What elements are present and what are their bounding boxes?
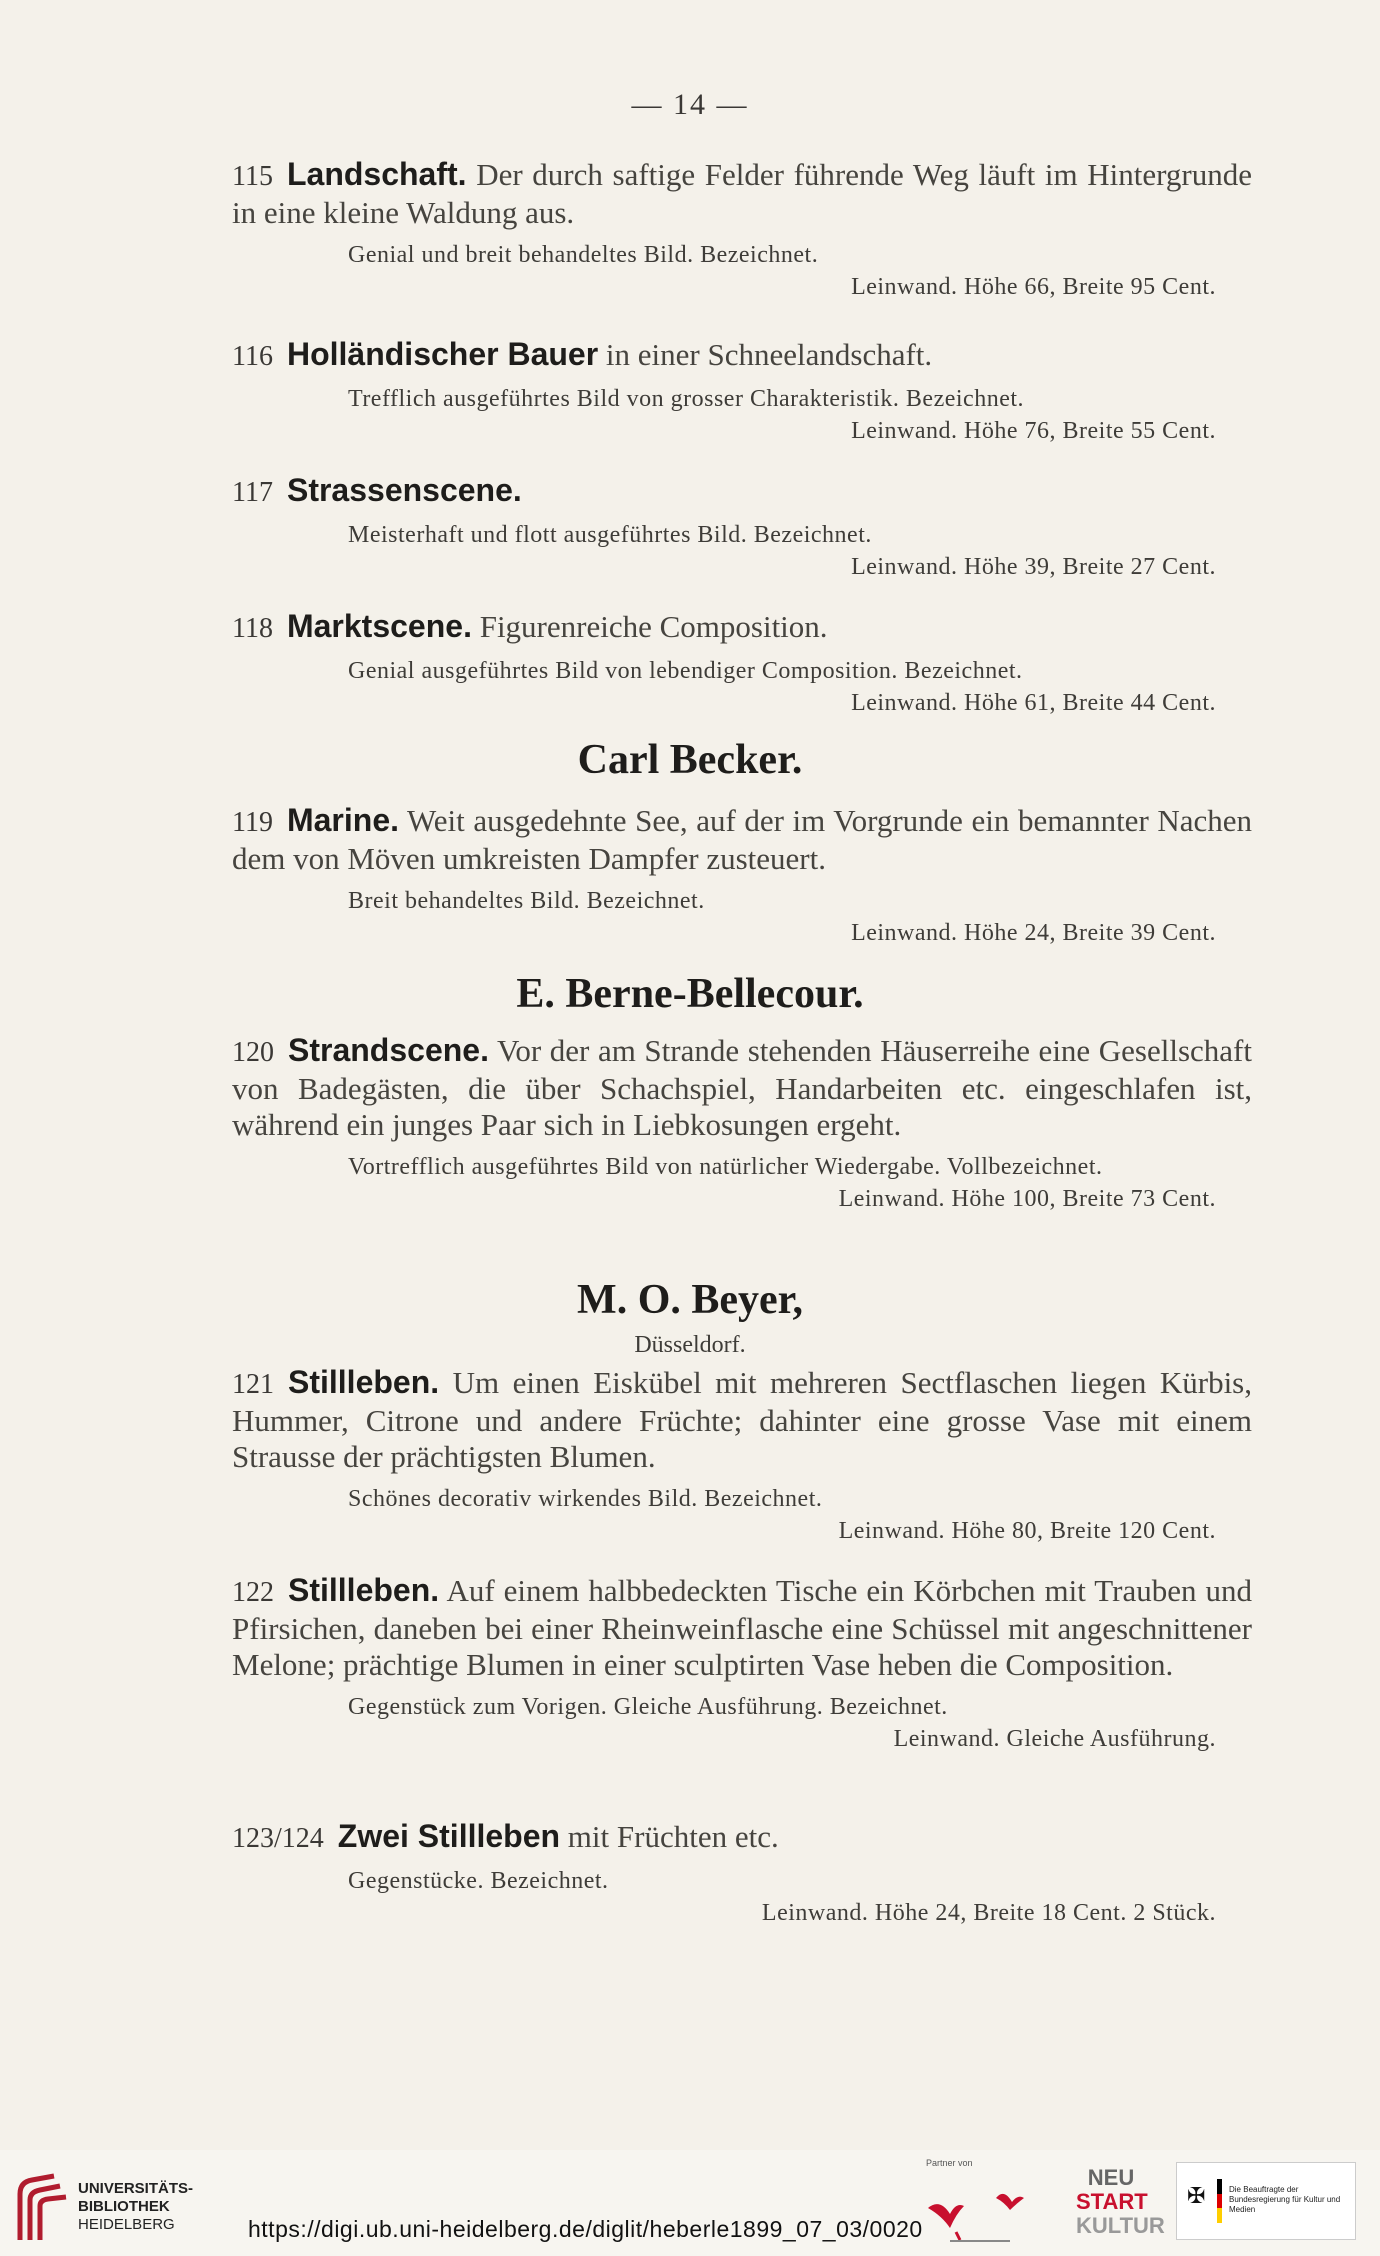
artist-heading-berne-bellecour: E. Berne-Bellecour. [516, 971, 864, 1017]
artist-heading-becker: Carl Becker. [577, 737, 803, 783]
entry-note: Genial ausgeführtes Bild von lebendiger Composition. Bezeichnet. [348, 658, 1023, 684]
catalogue-entry-115 [232, 156, 1252, 303]
catalogue-entry-123-124 [232, 1818, 1252, 1929]
entry-number: 121 [232, 1369, 274, 1400]
entry-note: Gegenstücke. Bezeichnet. [348, 1868, 609, 1894]
entry-measurements: Leinwand. Höhe 24, Breite 39 Cent. [851, 920, 1216, 946]
library-name: UNIVERSITÄTS- BIBLIOTHEK HEIDELBERG [78, 2180, 194, 2233]
entry-description: Um einen Eiskübel mit mehreren Sectflaschen liegen Kürbis, Hummer, Citrone und andere Früchte; dahinter eine grosse Vase mit einem Strausse der prächtigsten Blumen. [232, 1365, 1252, 1474]
entry-note: Gegenstück zum Vorigen. Gleiche Ausführung. Bezeichnet. [348, 1694, 948, 1720]
entry-measurements: Leinwand. Höhe 76, Breite 55 Cent. [851, 418, 1216, 444]
catalogue-entry-120 [232, 1032, 1252, 1215]
entry-title: Strassenscene. [286, 472, 522, 508]
entry-measurements: Leinwand. Höhe 100, Breite 73 Cent. [838, 1186, 1216, 1212]
entry-number: 119 [232, 807, 273, 838]
entry-title: Stillleben. [288, 1364, 440, 1400]
entry-title: Strandscene. [288, 1032, 489, 1068]
entry-number: 123/124 [232, 1823, 324, 1854]
entry-title: Marktscene. [286, 608, 472, 644]
entry-title: Zwei Stillleben [337, 1818, 561, 1854]
entry-number: 116 [232, 341, 273, 372]
neustart-kultur-logo[interactable]: NEU START KULTUR [1076, 2165, 1165, 2238]
entry-number: 117 [232, 477, 273, 508]
entry-note: Breit behandeltes Bild. Bezeichnet. [348, 888, 705, 914]
page-number: — 14 — [631, 88, 749, 121]
entry-description: Vor der am Strande stehenden Häuserreihe eine Gesellschaft von Badegästen, die über Schachspiel, Handarbeiten etc. eingeschlafen ist, während ein junges Paar sich in Liebkosungen ergeht. [232, 1033, 1252, 1142]
entry-title: Marine. [286, 802, 399, 838]
entry-description: Auf einem halbbedeckten Tische ein Körbchen mit Trauben und Pfirsichen, daneben bei einer Rheinweinflasche eine Schüssel mit angeschnittener Melone; prächtige Blumen in einer sculptirten Vase heben die Composition. [232, 1573, 1252, 1682]
ub-heidelberg-logo-icon[interactable] [14, 2170, 74, 2246]
federal-eagle-icon: ✠ [1187, 2183, 1206, 2208]
entry-note: Schönes decorativ wirkendes Bild. Bezeichnet. [348, 1486, 823, 1512]
entry-description: Weit ausgedehnte See, auf der im Vorgrunde ein bemannter Nachen dem von Möven umkreisten Dampfer zusteuert. [232, 803, 1252, 876]
entry-note: Trefflich ausgeführtes Bild von grosser Charakteristik. Bezeichnet. [348, 386, 1025, 412]
entry-number: 120 [232, 1037, 274, 1068]
entry-measurements: Leinwand. Höhe 24, Breite 18 Cent. 2 Stück. [761, 1900, 1216, 1926]
entry-measurements: Leinwand. Höhe 39, Breite 27 Cent. [851, 554, 1216, 580]
bkm-logo[interactable] [1176, 2162, 1356, 2240]
catalogue-entry-122 [232, 1572, 1252, 1755]
catalogue-entry-117 [232, 472, 1252, 583]
entry-number: 115 [232, 161, 273, 192]
entry-measurements: Leinwand. Gleiche Ausführung. [893, 1726, 1216, 1752]
catalogue-entry-119 [232, 802, 1252, 949]
entry-description: mit Früchten etc. [567, 1819, 779, 1854]
catalogue-entry-118 [232, 608, 1252, 719]
entry-description: in einer Schneelandschaft. [605, 337, 933, 372]
artist-location: Düsseldorf. [634, 1332, 746, 1358]
entry-description: Der durch saftige Felder führende Weg läuft im Hintergrunde in eine kleine Waldung aus. [232, 157, 1253, 230]
entry-note: Genial und breit behandeltes Bild. Bezeichnet. [348, 242, 819, 268]
entry-note: Vortrefflich ausgeführtes Bild von natürlicher Wiedergabe. Vollbezeichnet. [348, 1154, 1103, 1180]
entry-measurements: Leinwand. Höhe 80, Breite 120 Cent. [838, 1518, 1216, 1544]
entry-title: Stillleben. [288, 1572, 440, 1608]
entry-number: 122 [232, 1577, 274, 1608]
permalink-url[interactable]: https://digi.ub.uni-heidelberg.de/diglit/heberle1899_07_03/0020 [248, 2216, 923, 2242]
bkm-text: Die Beauftragte der Bundesregierung für Kultur und Medien [1229, 2185, 1341, 2214]
partner-label: Partner von [926, 2158, 973, 2168]
entry-measurements: Leinwand. Höhe 66, Breite 95 Cent. [851, 274, 1216, 300]
german-flag-icon [1217, 2179, 1222, 2223]
entry-number: 118 [232, 613, 273, 644]
catalogue-entry-121 [232, 1364, 1252, 1547]
artist-heading-beyer: M. O. Beyer, [577, 1277, 803, 1323]
entry-title: Landschaft. [286, 156, 467, 192]
entry-note: Meisterhaft und flott ausgeführtes Bild. Bezeichnet. [348, 522, 872, 548]
entry-title: Holländischer Bauer [286, 336, 599, 372]
entry-description: Figurenreiche Composition. [479, 609, 828, 644]
catalogue-entry-116 [232, 336, 1252, 447]
deutsche-digitale-bibliothek-logo-icon[interactable] [920, 2180, 1040, 2250]
entry-measurements: Leinwand. Höhe 61, Breite 44 Cent. [851, 690, 1216, 716]
